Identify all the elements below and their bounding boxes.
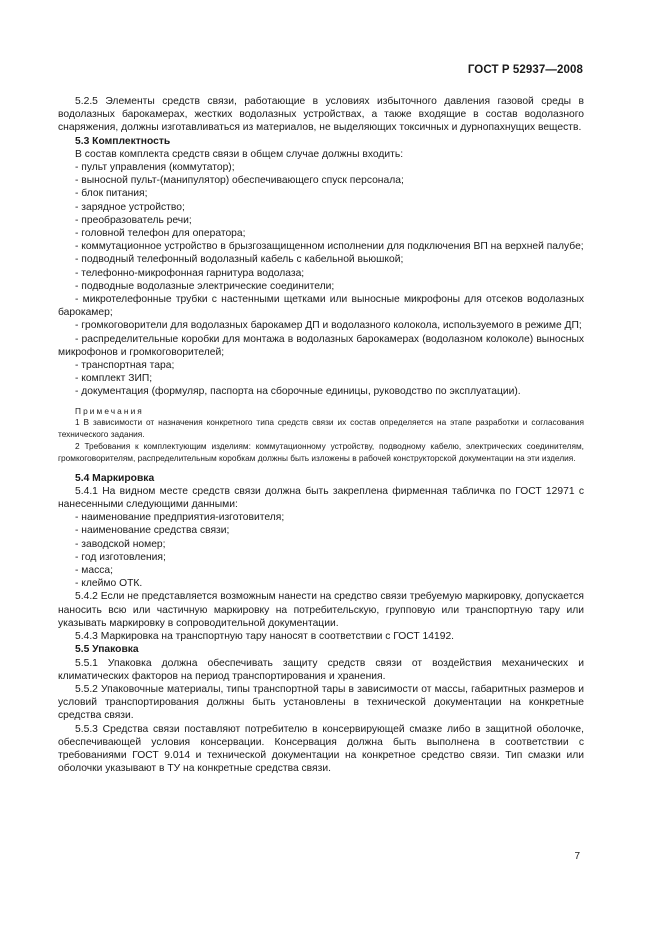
list-item: - зарядное устройство; [75, 201, 185, 213]
note-item: 1 В зависимости от назначения конкретного типа средств связи их состав определяется на этапе разработки и согласования технического задания. [58, 417, 584, 440]
notes-title: Примечания [75, 405, 144, 416]
paragraph-5-5-3: 5.5.3 Средства связи поставляют потребителю в консервирующей смазке либо в защитной оболочке, обеспечивающей условия консервации. Консервация должна быть выполнена в соответствии с требованиями ГОСТ 9.014 и технической документации на конкретное средство связи. Тип смазки или оболочки указывают в ТУ на конкретные средства связи. [58, 723, 584, 775]
list-item: - масса; [75, 565, 113, 577]
list-item: - транспортная тара; [75, 360, 175, 372]
list-item: - заводской номер; [75, 538, 166, 550]
paragraph-5-4-2: 5.4.2 Если не представляется возможным нанести на средство связи требуемую маркировку, допускается наносить всю или частичную маркировку на потребительскую, групповую или транспортную тару или указывать маркировку в сопроводительной документации. [58, 591, 584, 629]
list-item: - преобразователь речи; [75, 214, 192, 226]
list-item: - головной телефон для оператора; [75, 228, 246, 240]
list-item: - выносной пульт-(манипулятор) обеспечивающего спуск персонала; [75, 175, 404, 187]
list-item: - телефонно-микрофонная гарнитура водолаза; [75, 267, 305, 279]
paragraph-5-4-3: 5.4.3 Маркировка на транспортную тару наносят в соответствии с ГОСТ 14192. [75, 631, 455, 643]
list-item: - подводные водолазные электрические соединители; [75, 280, 335, 292]
list-item: - комплект ЗИП; [75, 373, 153, 385]
list-item: - подводный телефонный водолазный кабель с кабельной вьюшкой; [75, 254, 404, 266]
page-number: 7 [574, 851, 580, 862]
notes-block [58, 406, 584, 465]
heading-5-4: 5.4 Маркировка [75, 472, 155, 484]
list-item: - коммутационное устройство в брызгозащищенном исполнении для подключения ВП на верхней палубе; [75, 241, 584, 253]
document-header: ГОСТ Р 52937—2008 [467, 64, 583, 76]
paragraph-5-5-2: 5.5.2 Упаковочные материалы, типы транспортной тары в зависимости от массы, габаритных размеров и условий транспортирования должны быть установлены в технической документации на конкретные средства связи. [58, 683, 584, 722]
list-item: - блок питания; [75, 188, 148, 200]
list-item: - наименование предприятия-изготовителя; [75, 512, 285, 524]
list-item: - клеймо ОТК. [75, 578, 143, 590]
document-body [58, 95, 584, 775]
paragraph-5-5-1: 5.5.1 Упаковка должна обеспечивать защиту средств связи от воздействия механических и климатических факторов на период транспортирования и хранения. [58, 657, 584, 682]
list-5-4 [58, 511, 584, 590]
heading-5-3: 5.3 Комплектность [75, 135, 171, 147]
heading-5-5: 5.5 Упаковка [75, 644, 139, 656]
list-item: - пульт управления (коммутатор); [75, 162, 235, 174]
paragraph-5-4-1: 5.4.1 На видном месте средств связи должна быть закреплена фирменная табличка по ГОСТ 12971 с нанесенными следующими данными: [58, 485, 584, 511]
list-item: - год изготовления; [75, 551, 166, 563]
list-item: - распределительные коробки для монтажа в водолазных барокамерах (водолазном колоколе) выносных микрофонов и громкоговорителей; [58, 333, 584, 358]
list-5-3 [58, 161, 584, 399]
list-item: - документация (формуляр, паспорта на сборочные единицы, руководство по эксплуатации). [75, 386, 521, 398]
list-item: - наименование средства связи; [75, 525, 230, 537]
paragraph-5-3-intro: В состав комплекта средств связи в общем случае должны входить: [75, 148, 404, 160]
list-item: - громкоговорители для водолазных барокамер ДП и водолазного колокола, используемого в режиме ДП; [75, 320, 582, 332]
spacer [58, 465, 584, 472]
list-item: - микротелефонные трубки с настенными щетками или выносные микрофоны для отсеков водолазных барокамер; [58, 294, 584, 319]
paragraph-5-2-5: 5.2.5 Элементы средств связи, работающие в условиях избыточного давления газовой среды в водолазных барокамерах, жестких водолазных устройствах, а также входящие в состав водолазного снаряжения, должны изготавливаться из материалов, не выделяющих токсичных и дурнопахнущих веществ. [58, 96, 584, 134]
note-item: 2 Требования к комплектующим изделиям: коммутационному устройству, подводному кабелю, электрических соединителям, громкоговорителям, распределительным коробкам должны быть изложены в рабочей конструкторской документации на эти изделия. [58, 441, 584, 463]
